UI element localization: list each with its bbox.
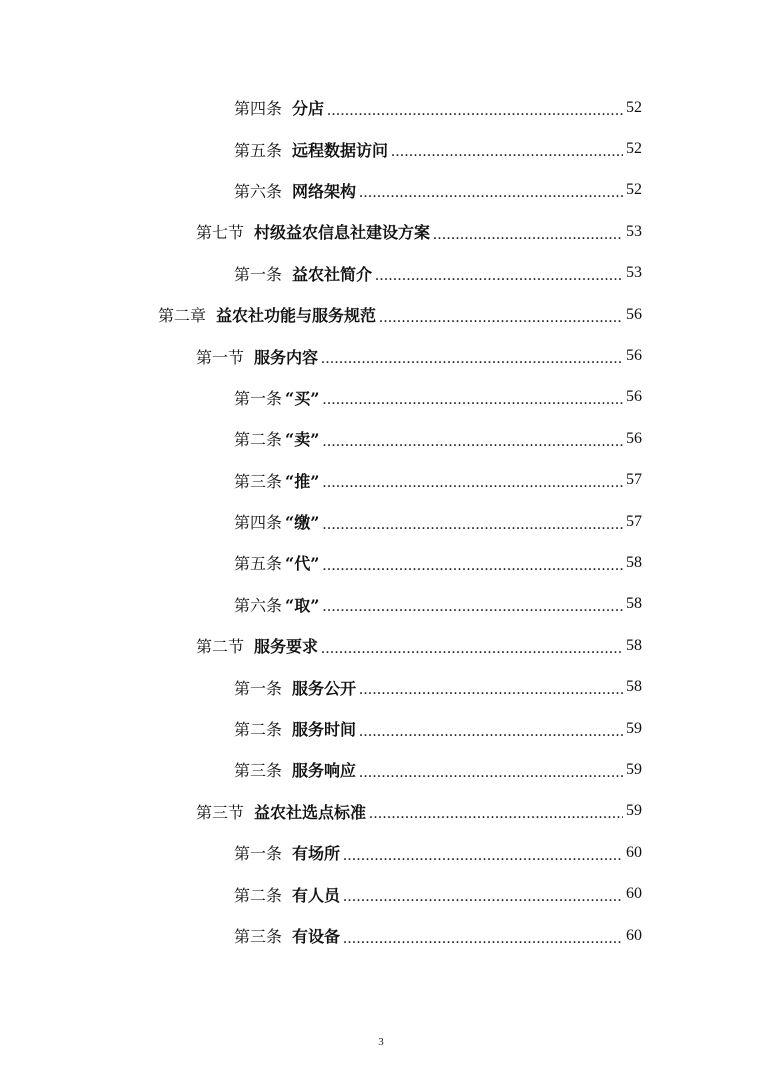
toc-entry-number: 第四条 [234,513,283,533]
toc-entry-title: 服务时间 [292,720,357,740]
toc-entry-page: 58 [626,678,642,696]
dot-leader [391,143,623,161]
toc-entry-title: “代” [285,554,320,574]
dot-leader [433,226,623,244]
toc-entry[interactable] [234,170,762,211]
toc-entry[interactable] [234,749,762,790]
toc-entry[interactable] [234,418,762,459]
toc-entry-page: 58 [626,636,642,654]
toc-entry-number: 第一节 [196,347,245,367]
toc-entry-page: 53 [626,264,642,282]
toc-entry-number: 第六条 [234,595,283,615]
dot-leader [343,930,623,948]
toc-entry[interactable] [234,666,762,707]
toc-entry[interactable] [196,625,762,666]
toc-entry-number: 第六条 [234,181,283,201]
dot-leader [322,557,623,575]
dot-leader [322,598,623,616]
toc-entry-number: 第五条 [234,140,283,160]
toc-entry-page: 52 [626,98,642,116]
table-of-contents [0,87,762,956]
toc-entry-number: 第二章 [158,306,207,326]
toc-entry-title: 服务响应 [292,761,357,781]
toc-entry[interactable] [234,708,762,749]
toc-entry[interactable] [234,542,762,583]
dot-leader [322,391,623,409]
toc-entry-number: 第二条 [234,885,283,905]
toc-entry-page: 58 [626,595,642,613]
toc-entry[interactable] [196,791,762,832]
toc-entry[interactable] [234,253,762,294]
toc-entry-title: 村级益农信息社建设方案 [254,223,431,243]
toc-entry-title: 服务公开 [292,678,357,698]
toc-entry-page: 60 [626,926,642,944]
toc-entry-page: 56 [626,388,642,406]
toc-entry-page: 56 [626,347,642,365]
toc-entry-number: 第三节 [196,802,245,822]
dot-leader [359,723,623,741]
toc-entry-title: 有场所 [292,844,341,864]
toc-entry-page: 59 [626,719,642,737]
toc-entry-number: 第四条 [234,99,283,119]
toc-entry[interactable] [234,128,762,169]
toc-entry-page: 59 [626,760,642,778]
toc-entry-number: 第三条 [234,927,283,946]
toc-entry-number: 第二条 [234,430,283,450]
toc-entry[interactable] [158,294,762,335]
toc-entry-page: 59 [626,802,642,820]
dot-leader [379,309,623,327]
toc-entry-title: 有人员 [292,885,341,905]
toc-entry-page: 52 [626,181,642,199]
toc-entry[interactable] [234,87,762,128]
toc-entry-number: 第三条 [234,761,283,781]
dot-leader [343,888,623,906]
toc-entry-title: 服务内容 [254,347,319,367]
toc-entry-title: “推” [285,471,320,491]
dot-leader [359,184,623,202]
toc-entry-page: 58 [626,553,642,571]
toc-entry-title: 有设备 [292,927,341,946]
toc-entry-page: 52 [626,140,642,158]
toc-entry-title: 网络架构 [292,181,357,201]
toc-entry-page: 57 [626,512,642,530]
toc-entry[interactable] [196,211,762,252]
toc-entry[interactable] [234,832,762,873]
toc-entry[interactable] [234,460,762,501]
toc-entry-number: 第一条 [234,678,283,698]
toc-entry-title: 益农社简介 [292,264,373,284]
toc-entry-number: 第三条 [234,471,283,491]
toc-entry-title: 远程数据访问 [292,140,389,160]
toc-entry-title: 益农社选点标准 [254,802,367,822]
toc-entry-page: 56 [626,429,642,447]
toc-entry[interactable] [234,915,762,956]
toc-entry-page: 60 [626,843,642,861]
dot-leader [321,640,623,658]
toc-entry-title: 益农社功能与服务规范 [216,306,377,326]
dot-leader [375,267,623,285]
toc-entry-number: 第七节 [196,223,245,243]
dot-leader [321,350,623,368]
toc-entry[interactable] [234,377,762,418]
toc-entry-title: 服务要求 [254,637,319,657]
toc-entry-page: 57 [626,471,642,489]
dot-leader [359,681,623,699]
page-number: 3 [378,1036,384,1048]
toc-entry-number: 第一条 [234,844,283,864]
dot-leader [327,102,623,120]
toc-entry[interactable] [234,873,762,914]
dot-leader [369,805,623,823]
toc-entry[interactable] [234,501,762,542]
dot-leader [343,847,623,865]
toc-entry-number: 第一条 [234,264,283,284]
toc-entry[interactable] [196,335,762,376]
dot-leader [322,474,623,492]
toc-entry-title: “缴” [285,513,320,533]
toc-entry-page: 53 [626,222,642,240]
toc-entry-title: 分店 [292,99,325,119]
toc-entry[interactable] [234,584,762,625]
toc-entry-number: 第五条 [234,554,283,574]
dot-leader [359,764,623,782]
toc-entry-number: 第二节 [196,637,245,657]
toc-entry-page: 56 [626,305,642,323]
toc-entry-title: “取” [285,595,320,615]
toc-entry-number: 第二条 [234,720,283,740]
toc-entry-title: “卖” [285,430,320,450]
dot-leader [322,433,623,451]
toc-entry-title: “买” [285,388,320,408]
toc-entry-number: 第一条 [234,388,283,408]
dot-leader [322,516,623,534]
toc-entry-page: 60 [626,885,642,903]
